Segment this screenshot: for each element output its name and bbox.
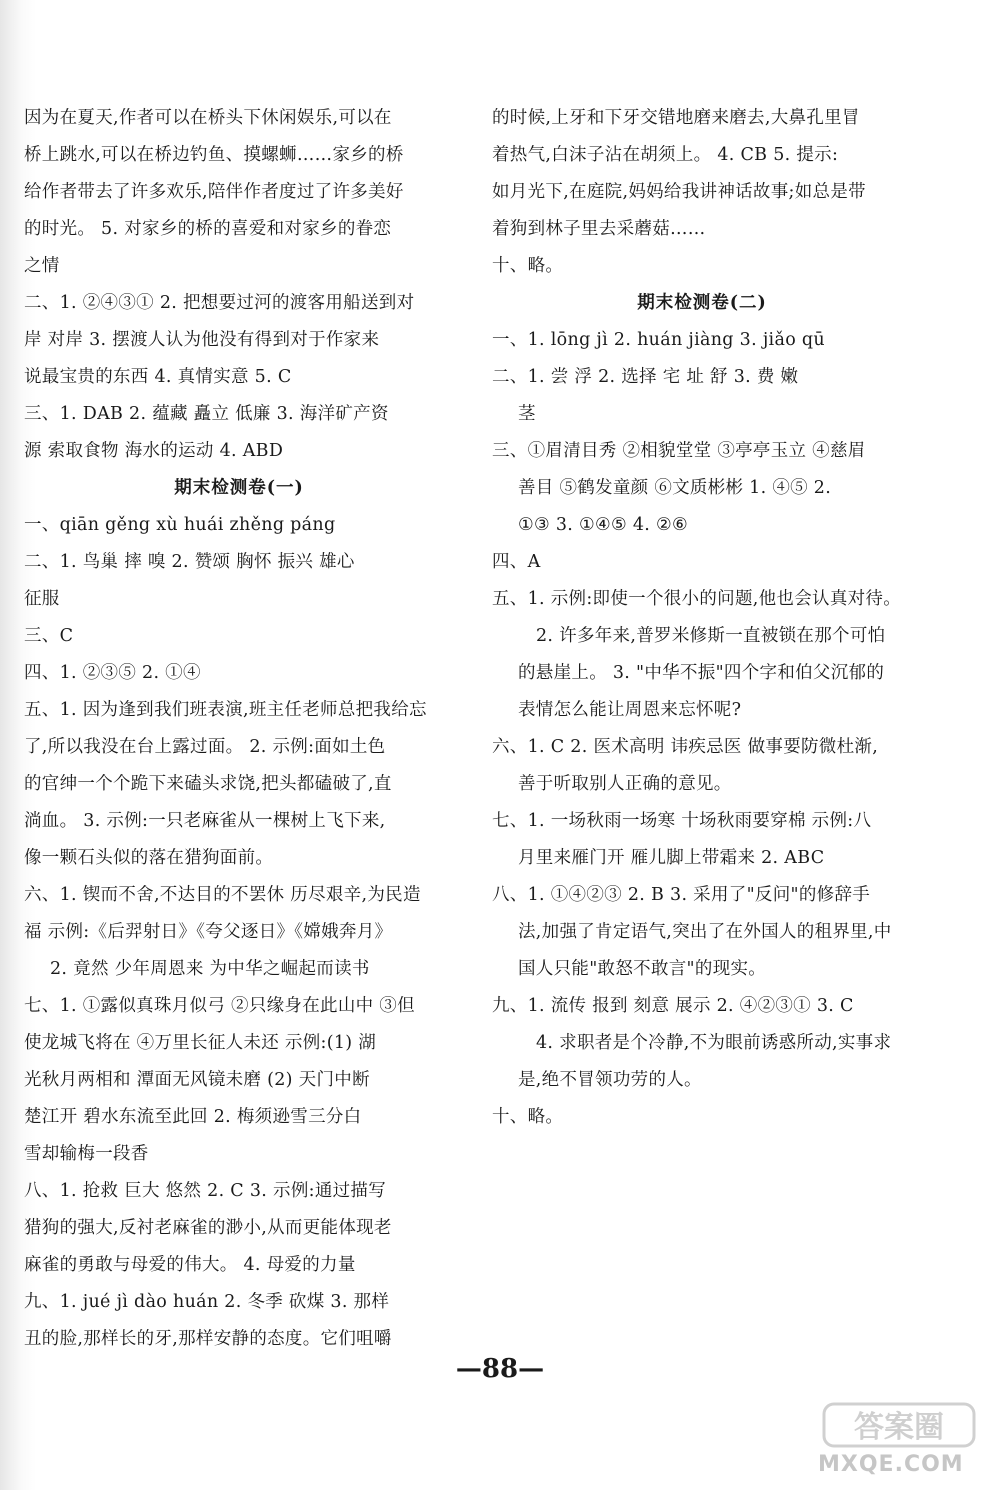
- left-answer-column: [24, 100, 454, 1358]
- answer-line: 的时候,上牙和下牙交错地磨来磨去,大鼻孔里冒: [492, 108, 860, 128]
- answer-line: 二、1. ②④③① 2. 把想要过河的渡客用船送到对: [24, 293, 415, 313]
- answer-line: 五、1. 示例:即使一个很小的问题,他也会认真对待。: [492, 589, 902, 609]
- answer-line: 月里来雁门开 雁儿脚上带霜来 2. ABC: [518, 848, 825, 868]
- answer-line: 九、1. jué jì dào huán 2. 冬季 砍煤 3. 那样: [24, 1292, 390, 1312]
- answer-line: 岸 对岸 3. 摆渡人认为他没有得到对于作家来: [24, 330, 380, 350]
- answer-line: 一、qiān gěng xù huái zhěng páng: [24, 515, 336, 535]
- answer-line: 四、A: [492, 552, 541, 572]
- answer-line: 使龙城飞将在 ④万里长征人未还 示例:(1) 湖: [24, 1033, 377, 1053]
- answer-line: 十、略。: [492, 256, 564, 276]
- answer-line: 楚江开 碧水东流至此回 2. 梅须逊雪三分白: [24, 1107, 362, 1127]
- answer-line: 五、1. 因为逢到我们班表演,班主任老师总把我给忘: [24, 700, 427, 720]
- watermark-text: MXQE.COM: [818, 1452, 964, 1477]
- answer-line: ①③ 3. ①④⑤ 4. ②⑥: [518, 515, 688, 535]
- answer-line: 2. 许多年来,普罗米修斯一直被锁在那个可怕: [536, 626, 886, 646]
- answer-line: 光秋月两相和 潭面无风镜未磨 (2) 天门中断: [24, 1070, 370, 1090]
- answer-line: 三、C: [24, 626, 74, 646]
- answer-line: 法,加强了肯定语气,突出了在外国人的租界里,中: [518, 922, 892, 942]
- answer-line: 4. 求职者是个冷静,不为眼前诱惑所动,实事求: [536, 1033, 892, 1053]
- answer-line: 了,所以我没在台上露过面。 2. 示例:面如土色: [24, 737, 386, 757]
- answer-line: 如月光下,在庭院,妈妈给我讲神话故事;如总是带: [492, 182, 866, 202]
- answer-line: 六、1. 锲而不舍,不达目的不罢休 历尽艰辛,为民造: [24, 885, 421, 905]
- answer-line: 雪却输梅一段香: [24, 1144, 149, 1164]
- watermark-glyph-text: 答案圈: [854, 1410, 944, 1445]
- answer-line: 八、1. 抢救 巨大 悠然 2. C 3. 示例:通过描写: [24, 1181, 387, 1201]
- answer-line: 因为在夏天,作者可以在桥头下休闲娱乐,可以在: [24, 108, 392, 128]
- answer-line: 一、1. lōng jì 2. huán jiàng 3. jiǎo qū: [492, 330, 825, 350]
- answer-line: 淌血。 3. 示例:一只老麻雀从一棵树上飞下来,: [24, 811, 386, 831]
- answer-line: 二、1. 鸟巢 摔 嗅 2. 赞颂 胸怀 振兴 雄心: [24, 552, 355, 572]
- answer-line: 的时光。 5. 对家乡的桥的喜爱和对家乡的眷恋: [24, 219, 392, 239]
- answer-line: 的官绅一个个跪下来磕头求饶,把头都磕破了,直: [24, 774, 392, 794]
- answer-line: 八、1. ①④②③ 2. B 3. 采用了"反问"的修辞手: [492, 885, 871, 905]
- right-answer-column: [492, 100, 912, 1136]
- answer-line: 是,绝不冒领功劳的人。: [518, 1070, 702, 1090]
- answer-line: 四、1. ②③⑤ 2. ①④: [24, 663, 201, 683]
- answer-line: 善目 ⑤鹤发童颜 ⑥文质彬彬 1. ④⑤ 2.: [518, 478, 832, 498]
- watermark-logo: [812, 1398, 992, 1486]
- answer-line: 七、1. 一场秋雨一场寒 十场秋雨要穿棉 示例:八: [492, 811, 872, 831]
- answer-line: 给作者带去了许多欢乐,陪伴作者度过了许多美好: [24, 182, 404, 202]
- answer-line: 桥上跳水,可以在桥边钓鱼、摸螺蛳……家乡的桥: [24, 145, 404, 165]
- answer-line: 国人只能"敢怒不敢言"的现实。: [518, 959, 767, 979]
- answer-line: 福 示例:《后羿射日》《夸父逐日》《嫦娥奔月》: [24, 922, 393, 942]
- answer-line: 七、1. ①露似真珠月似弓 ②只缘身在此山中 ③但: [24, 996, 415, 1016]
- answer-line: 茎: [518, 404, 536, 424]
- answer-line: 征服: [24, 589, 60, 609]
- answer-line: 十、略。: [492, 1107, 564, 1127]
- answer-line: 2. 竟然 少年周恩来 为中华之崛起而读书: [50, 959, 370, 979]
- answer-line: 善于听取别人正确的意见。: [518, 774, 732, 794]
- answer-line: 六、1. C 2. 医术高明 讳疾忌医 做事要防微杜渐,: [492, 737, 879, 757]
- answer-line: 麻雀的勇敢与母爱的伟大。 4. 母爱的力量: [24, 1255, 356, 1275]
- answer-line: 说最宝贵的东西 4. 真情实意 5. C: [24, 367, 292, 387]
- answer-line: 丑的脸,那样长的牙,那样安静的态度。它们咀嚼: [24, 1329, 392, 1349]
- answer-line: 的悬崖上。 3. "中华不振"四个字和伯父沉郁的: [518, 663, 885, 683]
- watermark-glyphs-icon: [822, 1400, 982, 1450]
- section-heading: 期末检测卷(二): [637, 293, 767, 313]
- answer-line: 三、1. DAB 2. 蕴藏 矗立 低廉 3. 海洋矿产资: [24, 404, 389, 424]
- answer-line: 之情: [24, 256, 60, 276]
- answer-line: 像一颗石头似的落在猎狗面前。: [24, 848, 274, 868]
- answer-line: 九、1. 流传 报到 刻意 展示 2. ④②③① 3. C: [492, 996, 854, 1016]
- answer-line: 源 索取食物 海水的运动 4. ABD: [24, 441, 284, 461]
- answer-line: 猎狗的强大,反衬老麻雀的渺小,从而更能体现老: [24, 1218, 392, 1238]
- page-number: —88—: [455, 1354, 545, 1384]
- answer-line: 二、1. 尝 浮 2. 选择 宅 址 舒 3. 费 嫩: [492, 367, 799, 387]
- section-heading: 期末检测卷(一): [174, 478, 304, 498]
- answer-line: 着热气,白沫子沾在胡须上。 4. CB 5. 提示:: [492, 145, 839, 165]
- answer-line: 三、①眉清目秀 ②相貌堂堂 ③亭亭玉立 ④慈眉: [492, 441, 866, 461]
- answer-line: 表情怎么能让周恩来忘怀呢?: [518, 700, 742, 720]
- answer-line: 着狗到林子里去采蘑菇……: [492, 219, 706, 239]
